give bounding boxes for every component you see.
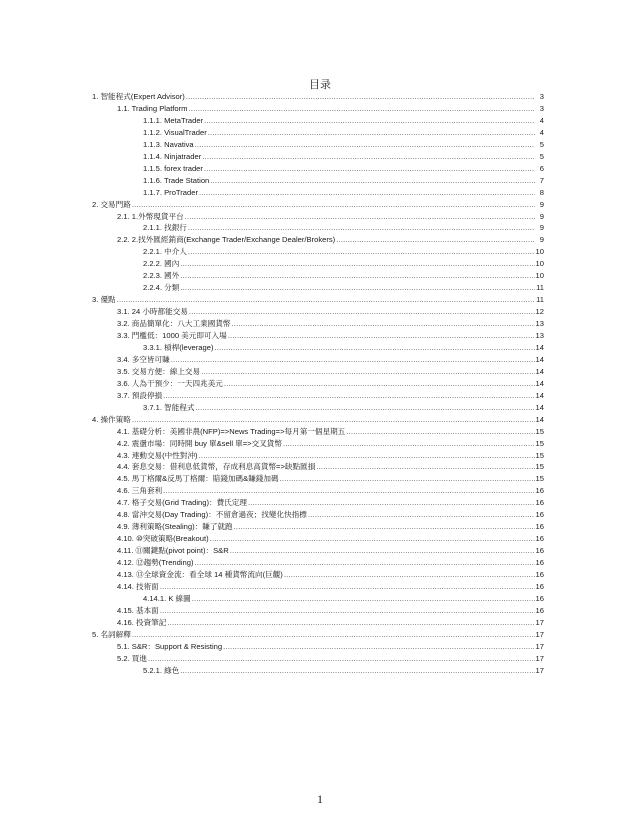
toc-leader-dots	[117, 294, 535, 306]
toc-entry-label: 3.1. 24 小時都能交易	[117, 307, 188, 317]
toc-entry-page: 7	[539, 175, 544, 185]
toc-leader-dots	[228, 330, 535, 342]
toc-entry[interactable]	[117, 485, 544, 497]
toc-entry[interactable]	[117, 378, 544, 390]
toc-entry-page: 16	[535, 546, 544, 556]
toc-entry-label: 4.7. 格子交易(Grid Trading)：費氏定理	[117, 498, 247, 508]
toc-entry[interactable]	[92, 91, 544, 103]
toc-entry[interactable]	[143, 402, 544, 414]
toc-entry-label: 2.2.4. 分類	[143, 283, 180, 293]
toc-leader-dots	[180, 270, 534, 282]
toc-entry-page: 10	[535, 247, 544, 257]
toc-entry-label: 1. 智能程式(Expert Advisor)	[92, 92, 185, 101]
toc-leader-dots	[189, 103, 536, 115]
toc-leader-dots	[204, 163, 535, 175]
toc-entry[interactable]	[92, 629, 544, 641]
toc-entry[interactable]	[143, 175, 544, 187]
toc-entry-label: 4.10. ⑩突破策略(Breakout)	[117, 534, 209, 544]
toc-entry-page: 15	[535, 450, 544, 460]
toc-entry[interactable]	[143, 139, 544, 151]
toc-entry-page: 14	[535, 390, 544, 400]
toc-entry[interactable]	[117, 234, 544, 246]
toc-entry-page: 17	[535, 653, 544, 663]
toc-entry-label: 5. 名詞解釋	[92, 629, 131, 639]
toc-entry[interactable]	[143, 187, 544, 199]
toc-entry-page: 17	[535, 617, 544, 627]
toc-entry[interactable]	[117, 533, 544, 545]
toc-entry-page: 3	[539, 92, 544, 101]
toc-entry[interactable]	[143, 115, 544, 127]
toc-entry-label: 4. 操作策略	[92, 414, 131, 424]
toc-leader-dots	[132, 199, 535, 211]
toc-entry-page: 9	[539, 211, 544, 221]
toc-leader-dots	[160, 581, 535, 593]
toc-leader-dots	[186, 91, 535, 103]
toc-entry[interactable]	[143, 665, 544, 677]
toc-entry-page: 16	[535, 522, 544, 532]
toc-leader-dots	[316, 461, 534, 473]
toc-entry-page: 13	[535, 319, 544, 329]
toc-entry-page: 14	[535, 366, 544, 376]
toc-leader-dots	[188, 222, 535, 234]
toc-entry-label: 4.13. ⑬全球資金流：看全球 14 種貨幣流向(巨觀)	[117, 570, 283, 579]
toc-entry[interactable]	[117, 497, 544, 509]
toc-entry[interactable]	[117, 450, 544, 462]
toc-entry[interactable]	[117, 354, 544, 366]
toc-entry-label: 2.2.1. 中介人	[143, 247, 187, 257]
toc-entry-label: 4.5. 馬丁格爾&反馬丁格爾：賠錢加碼&賺錢加碼	[117, 474, 279, 484]
toc-entry-page: 17	[535, 641, 544, 651]
toc-entry-page: 4	[539, 115, 544, 125]
toc-entry[interactable]	[143, 342, 544, 354]
toc-entry[interactable]	[92, 414, 544, 426]
toc-leader-dots	[163, 485, 534, 497]
toc-leader-dots	[171, 354, 535, 366]
toc-entry-label: 1.1. Trading Platform	[117, 103, 188, 113]
toc-entry-page: 16	[535, 558, 544, 568]
toc-leader-dots	[188, 246, 535, 258]
toc-entry-label: 1.1.4. Ninjatrader	[143, 151, 202, 161]
toc-entry-page: 9	[539, 235, 544, 245]
toc-entry-label: 5.1. S&R：Support & Resisting	[117, 641, 223, 651]
toc-leader-dots	[185, 211, 535, 223]
toc-entry-page: 16	[535, 570, 544, 579]
page-number: 1	[317, 792, 323, 806]
toc-leader-dots	[189, 306, 535, 318]
toc-leader-dots	[163, 390, 534, 402]
toc-leader-dots	[199, 187, 535, 199]
toc-entry-label: 3. 優點	[92, 295, 116, 305]
toc-entry-label: 4.14.1. K 線圖	[143, 593, 191, 603]
toc-leader-dots	[195, 557, 535, 569]
toc-leader-dots	[167, 617, 534, 629]
toc-entry-label: 1.1.6. Trade Station	[143, 175, 210, 185]
toc-entry-page: 16	[535, 486, 544, 496]
toc-entry-page: 15	[535, 438, 544, 448]
toc-entry-label: 3.7. 預設停損	[117, 390, 163, 400]
toc-leader-dots	[214, 342, 534, 354]
toc-entry[interactable]	[143, 151, 544, 163]
toc-entry-page: 16	[535, 605, 544, 615]
toc-entry-page: 5	[539, 151, 544, 161]
toc-entry[interactable]	[117, 521, 544, 533]
toc-entry-page: 11	[536, 283, 544, 293]
toc-leader-dots	[201, 366, 534, 378]
toc-entry-label: 3.2. 商品簡單化：八大工業國貨幣	[117, 319, 231, 329]
toc-entry[interactable]	[117, 473, 544, 485]
toc-entry[interactable]	[117, 557, 544, 569]
toc-leader-dots	[180, 282, 535, 294]
toc-entry[interactable]	[117, 461, 544, 473]
toc-entry-label: 3.3.1. 槓桿(leverage)	[143, 342, 214, 352]
toc-entry-page: 14	[535, 378, 544, 388]
toc-entry[interactable]	[117, 306, 544, 318]
toc-entry-label: 1.1.3. Navativa	[143, 139, 194, 149]
toc-entry[interactable]	[143, 222, 544, 234]
toc-entry[interactable]	[117, 318, 544, 330]
toc-entry-page: 12	[535, 307, 544, 317]
toc-entry-page: 9	[539, 223, 544, 233]
toc-leader-dots	[195, 139, 535, 151]
toc-leader-dots	[160, 605, 535, 617]
toc-leader-dots	[148, 653, 535, 665]
toc-entry[interactable]	[117, 426, 544, 438]
toc-entry[interactable]	[117, 617, 544, 629]
toc-entry-label: 3.4. 多空皆可賺	[117, 354, 170, 364]
toc-entry-label: 4.15. 基本面	[117, 605, 159, 615]
toc-entry-label: 4.3. 連動交易(中性對沖)	[117, 450, 198, 460]
toc-entry-label: 4.6. 三角套利	[117, 486, 163, 496]
toc-leader-dots	[180, 258, 534, 270]
toc-leader-dots	[202, 151, 535, 163]
toc-leader-dots	[208, 127, 535, 139]
toc-entry[interactable]	[117, 581, 544, 593]
toc-entry-page: 14	[535, 414, 544, 424]
toc-leader-dots	[284, 569, 535, 581]
toc-entry-label: 2.2.2. 國內	[143, 259, 180, 269]
toc-entry-label: 1.1.7. ProTrader	[143, 187, 199, 197]
toc-entry-page: 16	[535, 581, 544, 591]
toc-leader-dots	[210, 533, 535, 545]
toc-entry[interactable]	[117, 211, 544, 223]
toc-leader-dots	[308, 509, 535, 521]
toc-entry-page: 5	[539, 139, 544, 149]
toc-entry-page: 8	[539, 187, 544, 197]
toc-entry-page: 15	[535, 474, 544, 484]
toc-entry[interactable]	[143, 282, 544, 294]
toc-entry[interactable]	[117, 366, 544, 378]
toc-entry[interactable]	[117, 390, 544, 402]
toc-entry-label: 3.7.1. 智能程式	[143, 402, 195, 412]
toc-entry[interactable]	[117, 438, 544, 450]
toc-entry[interactable]	[117, 653, 544, 665]
toc-entry-page: 17	[535, 665, 544, 675]
toc-entry[interactable]	[117, 330, 544, 342]
toc-entry-label: 4.11. ⑪關鍵點(pivot point)：S&R	[117, 546, 229, 556]
toc-entry-label: 4.16. 投資筆記	[117, 617, 167, 627]
toc-entry-label: 1.1.2. VisualTrader	[143, 127, 207, 137]
toc-entry-page: 14	[535, 354, 544, 364]
toc-leader-dots	[283, 438, 535, 450]
toc-entry-label: 2.1.1. 找銀行	[143, 223, 187, 233]
toc-leader-dots	[346, 426, 534, 438]
toc-entry-label: 4.14. 技術面	[117, 581, 159, 591]
toc-leader-dots	[180, 665, 534, 677]
toc-entry-label: 4.8. 當沖交易(Day Trading)：不留倉過夜；找變化快指標	[117, 510, 307, 520]
toc-entry-page: 16	[535, 593, 544, 603]
toc-entry-label: 1.1.1. MetaTrader	[143, 115, 204, 125]
toc-entry-page: 9	[539, 199, 544, 209]
toc-entry-page: 16	[535, 498, 544, 508]
toc-leader-dots	[336, 234, 535, 246]
toc-leader-dots	[132, 629, 535, 641]
toc-entry-page: 14	[535, 342, 544, 352]
toc-entry[interactable]	[143, 127, 544, 139]
toc-entry-page: 16	[535, 534, 544, 544]
toc-title: 目录	[309, 78, 331, 91]
toc-leader-dots	[199, 450, 535, 462]
toc-entry-page: 13	[535, 331, 544, 340]
toc-entry-page: 15	[535, 426, 544, 436]
toc-entry[interactable]	[117, 545, 544, 557]
toc-entry[interactable]	[117, 569, 544, 581]
toc-entry-page: 15	[535, 462, 544, 472]
toc-entry-page: 3	[539, 103, 544, 113]
toc-entry-page: 6	[539, 163, 544, 173]
toc-leader-dots	[192, 593, 535, 605]
toc-entry-label: 5.2.1. 綠色	[143, 665, 180, 675]
toc-entry[interactable]	[143, 258, 544, 270]
toc-entry-label: 2.2. 2.找外匯經銷商(Exchange Trader/Exchange Dealer/Brokers)	[117, 235, 336, 245]
toc-entry-label: 3.5. 交易方便：線上交易	[117, 366, 201, 376]
toc-entry-label: 2.1. 1.外幣現貨平台	[117, 211, 184, 221]
toc-leader-dots	[232, 318, 535, 330]
toc-entry[interactable]	[143, 270, 544, 282]
toc-entry-label: 4.9. 薄利策略(Stealing)：賺了就跑	[117, 522, 233, 532]
toc-entry-label: 3.6. 人為干預少：一天四兆美元	[117, 378, 223, 388]
toc-leader-dots	[204, 115, 535, 127]
toc-entry[interactable]	[92, 199, 544, 211]
toc-entry-label: 4.4. 套息交易：借利息低貨幣，存成利息高貨幣=>缺點匯損	[117, 462, 316, 472]
toc-entry[interactable]	[117, 641, 544, 653]
toc-entry-label: 1.1.5. forex trader	[143, 163, 203, 173]
toc-entry[interactable]	[117, 509, 544, 521]
toc-leader-dots	[210, 175, 535, 187]
toc-entry-label: 4.2. 震盪市場：同時開 buy 單&sell 單=>交叉貨幣	[117, 438, 282, 448]
toc-entry[interactable]	[143, 246, 544, 258]
toc-entry-page: 16	[535, 510, 544, 520]
toc-entry[interactable]	[92, 294, 544, 306]
toc-entry-page: 14	[535, 402, 544, 412]
toc-entry-label: 3.3. 門檻低：1000 美元即可入場	[117, 331, 227, 340]
toc-leader-dots	[234, 521, 535, 533]
toc-entry[interactable]	[117, 605, 544, 617]
toc-leader-dots	[230, 545, 535, 557]
toc-leader-dots	[280, 473, 535, 485]
toc-entry-label: 2.2.3. 國外	[143, 271, 180, 281]
toc-entry-page: 17	[535, 629, 544, 639]
toc-entry[interactable]	[143, 593, 544, 605]
toc-entry-page: 10	[535, 259, 544, 269]
toc-entry-page: 11	[536, 295, 544, 305]
toc-entry-label: 4.1. 基礎分析：美國非農(NFP)=>News Trading=>每月第一個星期五	[117, 426, 346, 436]
toc-entry-page: 4	[539, 127, 544, 137]
toc-entry-label: 2. 交易門路	[92, 199, 131, 209]
toc-leader-dots	[223, 641, 534, 653]
toc-entry[interactable]	[143, 163, 544, 175]
toc-entry-page: 10	[535, 271, 544, 281]
toc-entry[interactable]	[117, 103, 544, 115]
toc-leader-dots	[195, 402, 534, 414]
toc-entry-label: 4.12. ⑫趨勢(Trending)	[117, 558, 194, 568]
toc-leader-dots	[248, 497, 535, 509]
toc-leader-dots	[132, 414, 535, 426]
toc-entry-label: 5.2. 買進	[117, 653, 147, 663]
toc-leader-dots	[224, 378, 535, 390]
